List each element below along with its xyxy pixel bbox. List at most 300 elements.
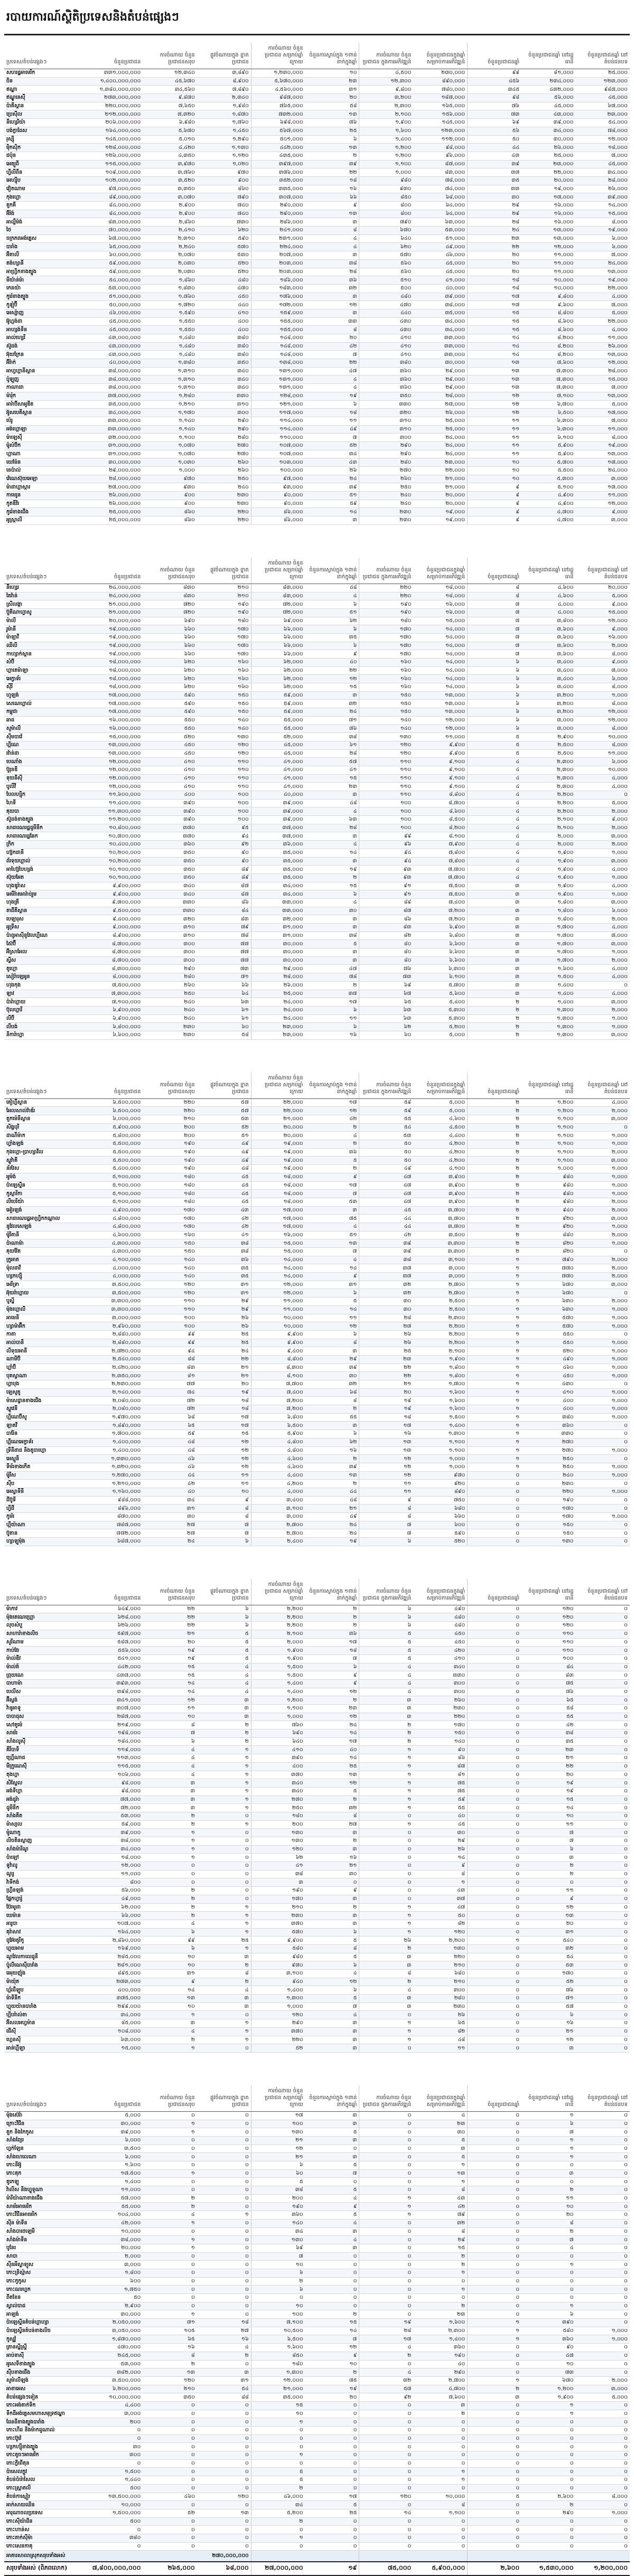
cell-value: ២	[521, 2186, 575, 2195]
cell-value: ៣៨០	[89, 2534, 143, 2542]
cell-value: ០	[576, 2044, 630, 2053]
cell-value: ១២០	[521, 1605, 575, 1613]
cell-value: ៦	[305, 890, 359, 899]
cell-value: ៩,១០០	[413, 774, 467, 783]
cell-value: ១០៥	[143, 2327, 197, 2335]
cell-value: ១១,០០០	[576, 334, 630, 343]
cell-value: ៨៩,០០០,០០០	[89, 193, 143, 202]
cell-value: ០	[576, 1787, 630, 1795]
row-label: តូកេឡូ	[4, 2178, 89, 2186]
table-row	[4, 202, 630, 210]
cell-value: ០	[576, 981, 630, 990]
cell-value: ៨,៧០០	[413, 799, 467, 807]
table-row	[4, 1480, 630, 1488]
cell-value: ២៦	[413, 2011, 467, 2019]
cell-value: ៣,០០០	[576, 1281, 630, 1289]
cell-value: ៣,២០០	[521, 708, 575, 717]
cell-value: ៦៣	[197, 998, 251, 1007]
cell-value: ១	[197, 1762, 251, 1771]
cell-value: ៦៥	[413, 2019, 467, 2028]
cell-value: ២,៨៨០,០០០	[89, 1330, 143, 1339]
table-row	[4, 458, 630, 467]
cell-value: ៣,៣០០,០០០	[89, 1305, 143, 1314]
cell-value: ២,៧០០	[251, 1521, 305, 1529]
cell-value: ៥,៩០០,០០០	[89, 1123, 143, 1132]
cell-value: ៦៦	[197, 981, 251, 990]
cell-value: ៥១,០០០	[413, 234, 467, 243]
cell-value: ៦៧០	[521, 2376, 575, 2385]
table-row	[4, 1647, 630, 1655]
cell-value: ១២	[468, 392, 521, 400]
cell-value: ២៧,០០០,០០០	[89, 483, 143, 492]
row-label: តួក និងកៃកូស	[4, 2128, 89, 2137]
cell-value: ៨៩០,០០០	[413, 77, 467, 86]
cell-value: ៣៧	[359, 1264, 413, 1273]
cell-value: ៥,៣០០	[413, 1014, 467, 1023]
cell-value: ១៤,០០០	[413, 633, 467, 642]
cell-value: ៣	[468, 2393, 521, 2402]
cell-value: ៥៧	[521, 2002, 575, 2011]
cell-value: ២៣០	[413, 2002, 467, 2011]
cell-value: ០	[468, 1903, 521, 1912]
cell-value: ៤៨	[305, 799, 359, 807]
cell-value: ៧,១០០,០០០	[89, 998, 143, 1007]
table-row	[4, 766, 630, 774]
cell-value: ៥៦៧,០០០	[251, 127, 305, 135]
cell-value: ៤០,០០០,០០០	[89, 359, 143, 368]
cell-value: ១៦	[305, 1854, 359, 1862]
cell-value: ១០,២០០,០០០	[89, 849, 143, 857]
cell-value: ៤១,០០០	[413, 276, 467, 285]
row-label: ព័រទុយហ្គាល់	[4, 857, 89, 866]
cell-value: ៣៤០	[143, 890, 197, 899]
cell-value: ១៧២,០០០	[251, 301, 305, 309]
cell-value: ០	[359, 2360, 413, 2368]
cell-value: ៣	[468, 890, 521, 899]
cell-value: ០	[359, 2517, 413, 2526]
cell-value: ៨,២០០	[521, 334, 575, 343]
cell-value: ៥៧០	[521, 1314, 575, 1322]
cell-value: ១១	[521, 1820, 575, 1829]
cell-value: ៧	[251, 2252, 305, 2261]
cell-value: ៤៦	[143, 1455, 197, 1463]
cell-value: ២	[305, 2310, 359, 2319]
cell-value: ២៩,០០០	[413, 367, 467, 375]
cell-value: ១១,០០០	[521, 268, 575, 276]
grand-total-value: ១៩	[305, 2562, 359, 2575]
cell-value: ៣៤០	[251, 1779, 305, 1788]
cell-value: ៤៧	[359, 1190, 413, 1198]
column-header: ចំនួនការស្លាប់ក្នុង ១ពាន់នាក់ក្នុងឆ្នាំ	[305, 2085, 359, 2112]
cell-value: ៤៩	[197, 1148, 251, 1157]
cell-value: ៩,០០០	[576, 600, 630, 609]
cell-value: ៦,៥០០	[251, 1422, 305, 1430]
cell-value: ៦	[468, 666, 521, 675]
cell-value: ៣៨	[521, 1729, 575, 1738]
cell-value: ១៣,០០០	[413, 708, 467, 717]
cell-value: ២៥,០០០,០០០	[89, 516, 143, 525]
cell-value: ៤៤២,០០០	[89, 1663, 143, 1671]
cell-value: ០	[468, 1812, 521, 1820]
cell-value: ៤	[468, 816, 521, 824]
cell-value: ១៤៨,០០០	[251, 351, 305, 359]
cell-value: ២០	[468, 268, 521, 276]
cell-value: ១	[251, 2451, 305, 2460]
cell-value: ១៨០	[143, 1190, 197, 1198]
cell-value: ៥១	[197, 1132, 251, 1140]
cell-value: ១០	[468, 458, 521, 467]
cell-value: ១	[468, 2319, 521, 2327]
table-row	[4, 1380, 630, 1389]
cell-value: ៧៦	[359, 965, 413, 973]
cell-value: ១,៤០០	[413, 1422, 467, 1430]
cell-value: ៣២	[359, 1281, 413, 1289]
cell-value: ៥៩០	[143, 708, 197, 717]
cell-value: ២៩០	[197, 425, 251, 434]
cell-value: ៩,០០០	[576, 508, 630, 516]
cell-value: ១,៣៨០	[143, 359, 197, 368]
row-label: ថៃ	[4, 227, 89, 235]
table-row	[4, 1505, 630, 1513]
cell-value: ២៤០	[143, 998, 197, 1007]
row-label: ឆាដ	[4, 716, 89, 725]
cell-value: ១០	[251, 2302, 305, 2310]
cell-value: ០	[576, 1829, 630, 1837]
cell-value: ១២៣,០០០	[413, 127, 467, 135]
cell-value: ៣,០០០	[576, 940, 630, 948]
cell-value: ៣៥,០០០	[251, 857, 305, 866]
cell-value: ១២	[305, 1107, 359, 1115]
cell-value: ៨	[413, 2227, 467, 2236]
cell-value: ២៣,០០០	[251, 1031, 305, 1039]
cell-value: ១១៤,០០០	[251, 425, 305, 434]
cell-value: ០	[576, 2294, 630, 2302]
cell-value: ០	[576, 2542, 630, 2551]
cell-value: ៤,០០០	[576, 924, 630, 932]
cell-value: ៤	[143, 1920, 197, 1928]
cell-value: ៥០	[413, 1912, 467, 1920]
cell-value: ៨,១០០	[251, 1372, 305, 1380]
cell-value: ១៦	[143, 2344, 197, 2352]
cell-value: ១៧៦,០០០	[251, 293, 305, 301]
table-row	[4, 227, 630, 235]
cell-value: ០	[197, 2269, 251, 2277]
table-row	[4, 1622, 630, 1630]
table-row	[4, 774, 630, 783]
cell-value: ២,៧០០	[413, 1281, 467, 1289]
table-row	[4, 243, 630, 251]
row-label: ហ្គីណេអេក្វាទ័រ	[4, 1438, 89, 1446]
header-row	[4, 558, 630, 584]
cell-value: ៧	[521, 1837, 575, 1846]
cell-value: ៦៦,០០០	[251, 642, 305, 650]
cell-value: ៦១	[305, 741, 359, 749]
cell-value: ១៣,០០០	[576, 392, 630, 400]
cell-value: ៧,៤០០	[251, 1388, 305, 1397]
cell-value: ៤៧	[413, 1903, 467, 1912]
cell-value: ៩២០	[413, 1480, 467, 1488]
cell-value: ១៣	[521, 1912, 575, 1920]
cell-value: ១៦៤,០០០	[89, 1928, 143, 1936]
row-label: ហ្គុយយ៉ានបារាំង	[4, 2002, 89, 2011]
cell-value: ០	[468, 1513, 521, 1521]
cell-value: ០	[468, 1771, 521, 1779]
cell-value: ១៤	[143, 1986, 197, 1995]
cell-value: ៤១០	[251, 1746, 305, 1754]
cell-value: ១៨០	[251, 2360, 305, 2368]
cell-value: ៤	[197, 1986, 251, 1995]
cell-value: ៣៩	[305, 483, 359, 492]
table-row	[4, 2269, 630, 2277]
row-label: អាហ្ស៊ែបៃហ្សង់	[4, 866, 89, 874]
cell-value: ២,៣០០	[521, 766, 575, 774]
cell-value: ២,៤២០,០០០	[89, 1364, 143, 1372]
cell-value: ៣៥,០០០	[251, 866, 305, 874]
cell-value: ២៣០	[521, 1480, 575, 1488]
cell-value: ២៤,០០០	[413, 441, 467, 450]
cell-value: ៦២	[359, 1023, 413, 1031]
cell-value: ៤១០	[413, 1654, 467, 1663]
cell-value: ១១	[197, 1471, 251, 1480]
cell-value: ១,៧០០,០០០	[89, 1430, 143, 1439]
cell-value: ២	[143, 1820, 197, 1829]
cell-value: ០	[197, 2401, 251, 2410]
cell-value: ៤៩	[197, 1140, 251, 1149]
cell-value: ៥៥០	[143, 725, 197, 733]
table-row	[4, 234, 630, 243]
cell-value: ២,៦០០	[521, 2493, 575, 2501]
cell-value: ៦៣០	[521, 1305, 575, 1314]
cell-value: ២	[251, 2277, 305, 2286]
cell-value: ២០,០០០	[251, 1132, 305, 1140]
cell-value: ២២៤,០០០	[251, 243, 305, 251]
cell-value: ៨	[305, 1397, 359, 1405]
cell-value: ០	[197, 1862, 251, 1870]
cell-value: ៩,៩០០	[413, 749, 467, 758]
cell-value: ១២	[305, 1688, 359, 1696]
cell-value: ៣៨០	[197, 351, 251, 359]
cell-value: ៤៣,០០០,០០០	[89, 334, 143, 343]
cell-value: ១	[143, 2169, 197, 2178]
table-body	[4, 69, 630, 525]
cell-value: ០	[468, 1679, 521, 1688]
column-header: ការចំណាយ ចំនួនប្រជាជន សម្រាប់ឆ្នាំក្រោយ	[251, 1579, 305, 1605]
cell-value: ១២០	[197, 741, 251, 749]
cell-value: ២៤,០០០	[413, 450, 467, 458]
cell-value: ៤៦	[143, 1463, 197, 1471]
cell-value: ០	[197, 1895, 251, 1903]
row-label: កូសូវ៉ូ	[4, 2335, 89, 2344]
cell-value: ០	[468, 1505, 521, 1513]
cell-value: ៤	[305, 234, 359, 243]
cell-value: ១,៤០០	[251, 1986, 305, 1995]
row-label: ឥណ្ឌា	[4, 86, 89, 94]
cell-value: ៣៩,០០០	[89, 1829, 143, 1837]
cell-value: ៨,១០០	[413, 832, 467, 841]
cell-value: ០	[468, 2542, 521, 2551]
cell-value: ៥៩,០០០,០០០	[89, 268, 143, 276]
cell-value: ០	[251, 2434, 305, 2443]
table-row	[4, 2451, 630, 2460]
cell-value: ០	[197, 2517, 251, 2526]
cell-value: ៦៧,០០០,០០០	[89, 234, 143, 243]
cell-value: ១	[197, 1746, 251, 1754]
cell-value: ១៤,០០០	[251, 1264, 305, 1273]
cell-value: ២៧៣,០០០,០០០	[89, 94, 143, 102]
cell-value: ១,០០០	[576, 1023, 630, 1031]
cell-value: ៣៩៣,០០០	[89, 1679, 143, 1688]
cell-value: ៨	[521, 2219, 575, 2227]
cell-value: ៣,៧៦០	[143, 168, 197, 177]
table-row	[4, 1148, 630, 1157]
table-row	[4, 1239, 630, 1248]
cell-value: ១០៨,០០០	[89, 2027, 143, 2036]
cell-value: ៩៧,០០០,០០០	[89, 185, 143, 193]
cell-value: ៩,៩០០	[251, 1330, 305, 1339]
cell-value: ៦៦	[305, 193, 359, 202]
cell-value: ៤០	[413, 1812, 467, 1820]
cell-value: ១	[468, 1388, 521, 1397]
table-row	[4, 666, 630, 675]
cell-value: ២៦០	[143, 981, 197, 990]
cell-value: ១៧	[305, 2493, 359, 2501]
cell-value: ៦	[305, 135, 359, 144]
cell-value: ១,០០០	[576, 1322, 630, 1331]
cell-value: ១,២០០	[521, 1107, 575, 1115]
cell-value: ៩៧០	[143, 475, 197, 483]
cell-value: ២	[305, 1480, 359, 1488]
cell-value: ១,០០០	[576, 1132, 630, 1140]
cell-value: ៧៣០	[197, 218, 251, 227]
cell-value: ១,២០០	[359, 152, 413, 160]
table-row	[4, 1870, 630, 1878]
cell-value: ៣	[359, 1953, 413, 1961]
cell-value: ១០៩,០០០,០០០	[89, 168, 143, 177]
cell-value: ២៣	[413, 2120, 467, 2128]
cell-value: ៣៥០	[143, 857, 197, 866]
cell-value: ៦	[468, 683, 521, 692]
cell-value: ១	[521, 2136, 575, 2145]
cell-value: ២០	[521, 1771, 575, 1779]
cell-value: ០	[468, 2244, 521, 2252]
cell-value: ១	[521, 2261, 575, 2269]
cell-value: ២,១០០	[359, 110, 413, 119]
table-row	[4, 642, 630, 650]
cell-value: ១២,០០០,០០០	[89, 766, 143, 774]
cell-value: ៩១	[359, 882, 413, 890]
table-row	[4, 1721, 630, 1729]
cell-value: ០	[413, 2459, 467, 2468]
cell-value: ៣១០	[197, 400, 251, 409]
cell-value: ៤៣,០០០,០០០	[89, 342, 143, 351]
cell-value: ១២	[468, 400, 521, 409]
cell-value: ០	[468, 2044, 521, 2053]
cell-value: ០	[143, 1862, 197, 1870]
row-label: បូនែរ	[4, 2244, 89, 2252]
subtotal-value	[468, 2551, 521, 2562]
cell-value: ៣៦០	[359, 367, 413, 375]
cell-value: ៥៥០	[521, 1330, 575, 1339]
cell-value: ១	[521, 2111, 575, 2120]
cell-value: ៤	[468, 758, 521, 766]
cell-value: ៧១	[197, 973, 251, 982]
cell-value: ១៦	[305, 1031, 359, 1039]
cell-value: ៥,៨០០,០០០	[89, 1132, 143, 1140]
cell-value: ៧៩	[197, 924, 251, 932]
row-label: អាហ្វ្រិកខាងត្បូង	[4, 268, 89, 276]
column-header: ចំនួនប្រជាជនឆ្នាំ នៅរដ្ឋធានី	[521, 558, 575, 584]
cell-value: ៣៣,០០០	[413, 342, 467, 351]
cell-value: ៣៤,០០០	[89, 1845, 143, 1854]
cell-value: ២,៥០០	[521, 749, 575, 758]
cell-value: ៣៨	[359, 1256, 413, 1264]
cell-value: ១២០	[521, 1622, 575, 1630]
cell-value: ៧៥	[521, 1679, 575, 1688]
cell-value: ៨៩	[197, 866, 251, 874]
cell-value: ៣	[143, 1795, 197, 1804]
cell-value: ៣០	[305, 1372, 359, 1380]
subtotal-value	[89, 2551, 143, 2562]
cell-value: ១,៧៦០	[197, 119, 251, 127]
cell-value: ២១	[251, 2153, 305, 2161]
cell-value: ២	[468, 1006, 521, 1014]
cell-value: ៥	[197, 1647, 251, 1655]
cell-value: ២	[305, 1123, 359, 1132]
cell-value: ២៧០	[359, 467, 413, 475]
cell-value: ២៥	[305, 1762, 359, 1771]
cell-value: ១៨,០០០	[413, 584, 467, 592]
cell-value: ០	[576, 2401, 630, 2410]
cell-value: ៣៩០	[251, 1754, 305, 1763]
cell-value: ១៨០	[143, 1181, 197, 1190]
cell-value: ២,០០០	[521, 832, 575, 841]
table-row	[4, 1679, 630, 1688]
cell-value: ៤,២០០	[413, 1157, 467, 1165]
cell-value: ០	[197, 2145, 251, 2153]
cell-value: ១៦០	[197, 683, 251, 692]
cell-value: ១៥០	[197, 700, 251, 708]
cell-value: ០	[468, 2410, 521, 2418]
cell-value: ៨៣,០០០	[251, 592, 305, 600]
table-row	[4, 2468, 630, 2476]
cell-value: ២,០០០	[576, 1231, 630, 1239]
cell-value: ៣០០	[413, 1986, 467, 1995]
table-row	[4, 932, 630, 940]
cell-value: ២,០៥០,០០០	[89, 2319, 143, 2327]
cell-value: ១៤០	[359, 725, 413, 733]
cell-value: ២១០	[197, 592, 251, 600]
cell-value: ១៣០	[251, 2128, 305, 2137]
cell-value: ១៨,០០០,០០០	[89, 666, 143, 675]
row-label: ស៊ីន ម៉ាទីន	[4, 2219, 89, 2227]
cell-value: ៣២	[359, 1289, 413, 1298]
cell-value: ៦៥	[143, 1422, 197, 1430]
cell-value: ៩០	[413, 1746, 467, 1754]
cell-value: ១២០	[359, 749, 413, 758]
cell-value: ១៧,០០០	[251, 1206, 305, 1215]
cell-value: ៤,៤០០	[413, 1132, 467, 1140]
cell-value: ៩០០	[197, 176, 251, 185]
cell-value: ៥,១០០,០០០	[89, 1173, 143, 1181]
subtotal-value	[521, 2551, 575, 2562]
cell-value: ៨១	[143, 1372, 197, 1380]
cell-value: ០	[143, 2427, 197, 2435]
table-row	[4, 1978, 630, 1986]
table-row	[4, 2277, 630, 2286]
row-label: រវ៉ាន់ដា	[4, 749, 89, 758]
cell-value: ៣២	[359, 2376, 413, 2385]
table-row	[4, 758, 630, 766]
